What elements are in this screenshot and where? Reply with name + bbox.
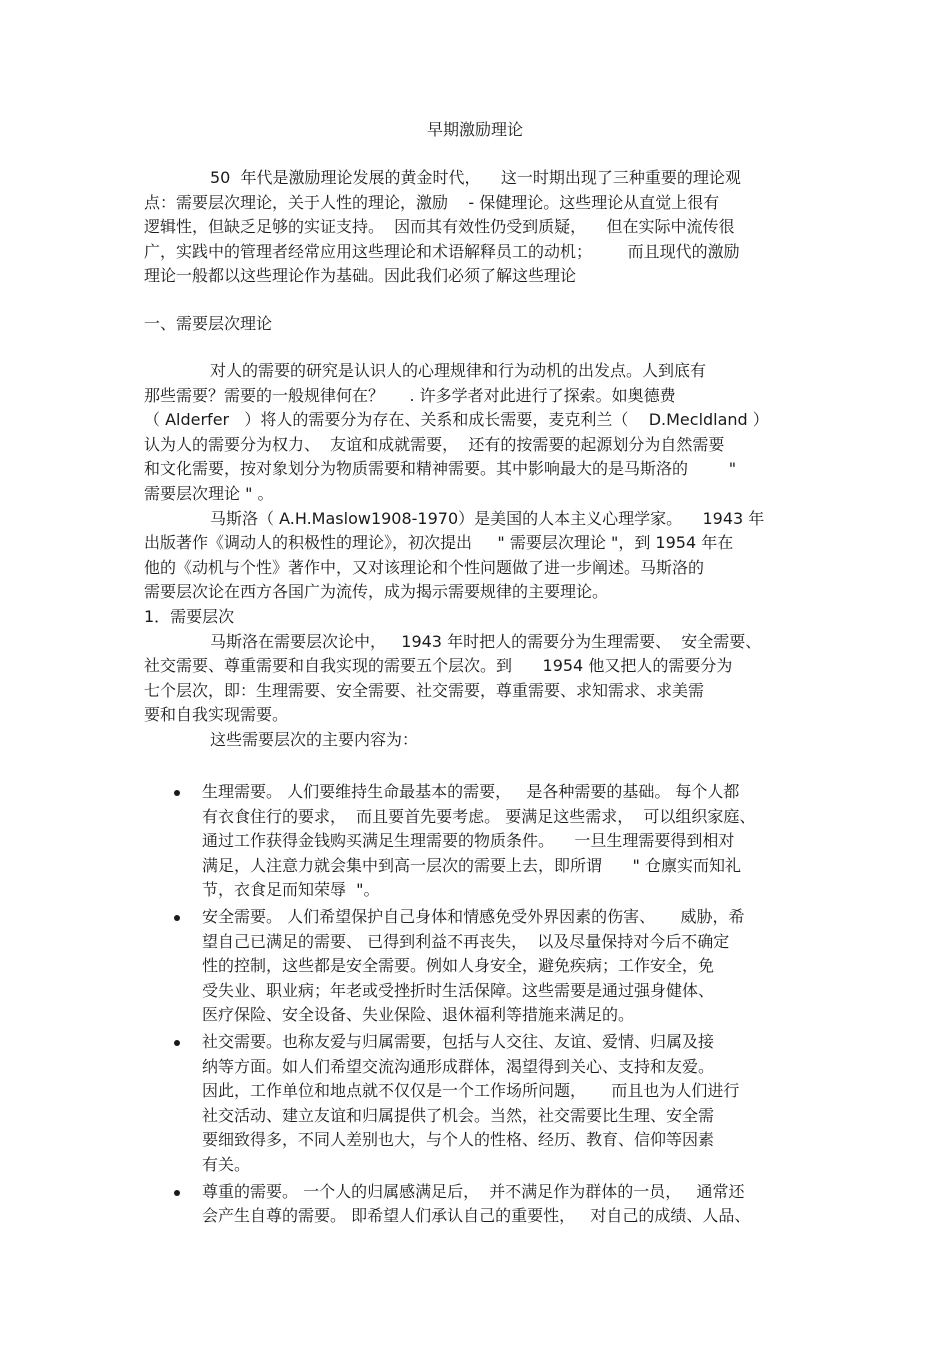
list-item-line: 受失业、职业病；年老或受挫折时生活保障。这些需要是通过强身健体、: [202, 980, 715, 1000]
list-item-line: 社交需要。也称友爱与归属需要，包括与人交往、友谊、爱情、归属及接: [202, 1031, 715, 1051]
intro-line: 广，实践中的管理者经常应用这些理论和术语解释员工的动机； 而且现代的激励: [144, 241, 740, 261]
list-item: [174, 1030, 814, 1178]
body-line: 这些需要层次的主要内容为：: [210, 729, 419, 749]
body-line: 马斯洛（ A.H.Maslow1908-1970）是美国的人本主义心理学家。 1943 年: [210, 508, 765, 528]
body-line: 他的《动机与个性》著作中，又对该理论和个性问题做了进一步阐述。马斯洛的: [144, 557, 705, 577]
body-paragraphs: [144, 359, 810, 753]
list-item-line: 有衣食住行的要求， 而且要首先要考虑。 要满足这些需求， 可以组织家庭、: [202, 806, 756, 826]
intro-paragraph: [144, 166, 810, 289]
body-line: 1．需要层次: [144, 606, 235, 626]
body-line: 出版著作《调动人的积极性的理论》，初次提出 " 需要层次理论 "，到 1954 年在: [144, 533, 734, 553]
list-item-line: 社交活动、建立友谊和归属提供了机会。当然，社交需要比生理、安全需: [202, 1105, 715, 1125]
list-item-line: 因此，工作单位和地点就不仅仅是一个工作场所问题， 而且也为人们进行: [202, 1081, 740, 1101]
list-item-line: 纳等方面。如人们希望交流沟通形成群体，渴望得到关心、支持和友爱。: [202, 1056, 715, 1076]
list-item-line: 生理需要。 人们要维持生命最基本的需要， 是各种需要的基础。 每个人都: [202, 782, 740, 801]
list-item-line: 安全需要。 人们希望保护自己身体和情感免受外界因素的伤害、 威胁，希: [202, 906, 745, 926]
list-item-line: 要细致得多，不同人差别也大，与个人的性格、经历、教育、信仰等因素: [202, 1130, 715, 1150]
bullet-dot-icon: [174, 790, 180, 796]
list-item-line: 通过工作获得金钱购买满足生理需要的物质条件。 一旦生理需要得到相对: [202, 831, 735, 851]
body-line: 社交需要、尊重需要和自我实现的需要五个层次。到 1954 他又把人的需要分为: [144, 656, 733, 676]
body-line: 那些需要？需要的一般规律何在？ . 许多学者对此进行了探索。如奥德费: [144, 385, 676, 405]
list-item-line: 性的控制，这些都是安全需要。例如人身安全，避免疾病；工作安全，免: [202, 956, 715, 976]
list-item: [174, 1180, 814, 1229]
body-line: 七个层次，即：生理需要、安全需要、社交需要，尊重需要、求知需求、求美需: [144, 680, 705, 700]
body-line: 要和自我实现需要。: [144, 705, 289, 725]
bullet-dot-icon: [174, 1040, 180, 1046]
document-title: 早期激励理论: [426, 120, 523, 139]
body-line: 马斯洛在需要层次论中， 1943 年时把人的需要分为生理需要、 安全需要、: [210, 631, 762, 651]
list-item-line: 望自己已满足的需要、 已得到利益不再丧失， 以及尽量保持对今后不确定: [202, 931, 730, 951]
body-line: 认为人的需要分为权力、 友谊和成就需要， 还有的按需要的起源划分为自然需要: [144, 434, 725, 454]
bullet-dot-icon: [174, 915, 180, 921]
list-item-line: 满足，人注意力就会集中到高一层次的需要上去，即所谓 " 仓廪实而知礼: [202, 855, 741, 875]
list-item-line: 医疗保险、安全设备、失业保险、退休福利等措施来满足的。: [202, 1005, 635, 1025]
intro-line: 50 年代是激励理论发展的黄金时代， 这一时期出现了三种重要的理论观: [210, 168, 741, 187]
section-heading-text: 一、需要层次理论: [144, 314, 273, 333]
intro-line: 理论一般都以这些理论作为基础。因此我们必须了解这些理论: [144, 266, 577, 286]
needs-bullet-list: [174, 780, 814, 1231]
list-item-line: 会产生自尊的需要。 即希望人们承认自己的重要性， 对自己的成绩、人品、: [202, 1206, 751, 1226]
section-heading: [144, 312, 810, 337]
list-item-line: 尊重的需要。 一个人的归属感满足后， 并不满足作为群体的一员， 通常还: [202, 1181, 745, 1201]
intro-line: 点：需要层次理论，关于人性的理论，激励 - 保健理论。这些理论从直觉上很有: [144, 192, 720, 212]
intro-line: 逻辑性，但缺乏足够的实证支持。 因而其有效性仍受到质疑， 但在实际中流传很: [144, 217, 735, 237]
body-line: 和文化需要，按对象划分为物质需要和精神需要。其中影响最大的是马斯洛的 ": [144, 459, 737, 479]
list-item-line: 节，衣食足而知荣辱 "。: [202, 880, 380, 900]
bullet-dot-icon: [174, 1190, 180, 1196]
body-line: 需要层次论在西方各国广为流传，成为揭示需要规律的主要理论。: [144, 582, 609, 602]
list-item-line: 有关。: [202, 1154, 251, 1174]
list-item: [174, 780, 814, 903]
body-line: 对人的需要的研究是认识人的心理规律和行为动机的出发点。人到底有: [210, 361, 707, 380]
list-item: [174, 905, 814, 1028]
body-line: （ Alderfer ）将人的需要分为存在、关系和成长需要，麦克利兰（ D.Mecldland ）: [144, 410, 769, 430]
body-line: 需要层次理论 " 。: [144, 483, 274, 503]
